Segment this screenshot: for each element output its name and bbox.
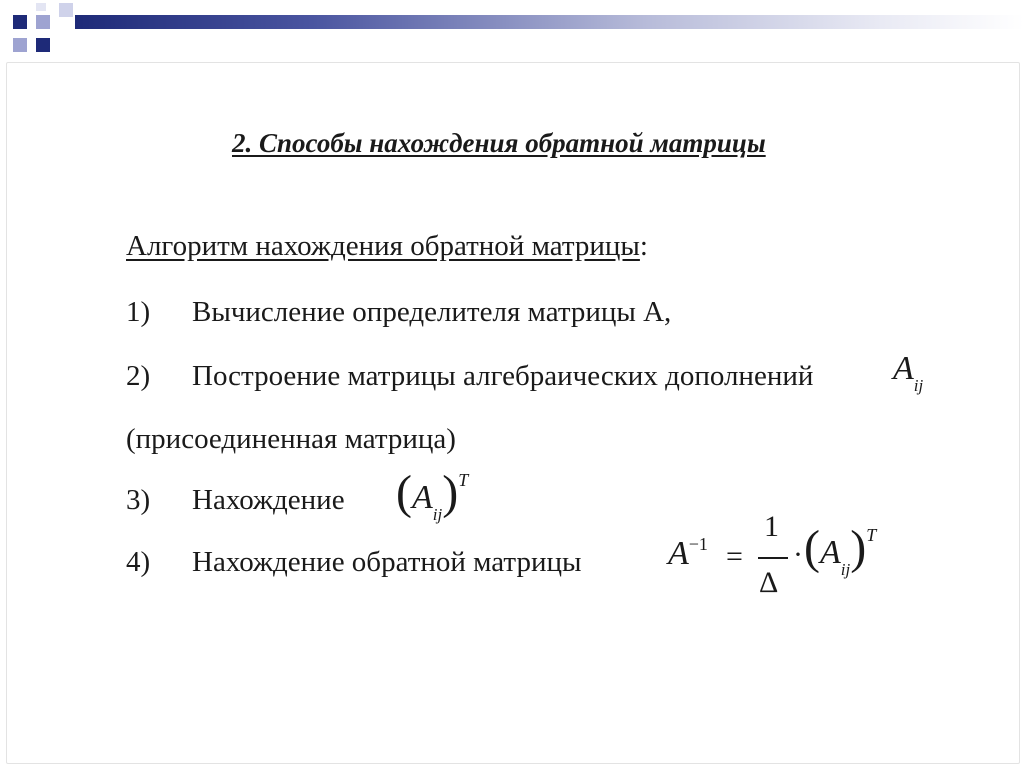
- step-3-formula-Aij-transposed: $(A_{ij})^T$: [396, 466, 469, 524]
- formula-fraction-numerator: 1: [764, 510, 779, 543]
- step-2-text: Построение матрицы алгебраических дополнений: [192, 360, 814, 392]
- intro-colon: :: [639, 230, 648, 262]
- header-square-navy-1: [13, 15, 27, 29]
- formula-A-inverse: $A^{-1}$: [668, 534, 708, 572]
- adjugate-note: (присоединенная матрица): [126, 423, 456, 455]
- header-square-navy-2: [36, 38, 50, 52]
- header-square-pale-1: [59, 3, 73, 17]
- step-3-text: Нахождение: [192, 484, 345, 516]
- step-1-text: Вычисление определителя матрицы А,: [192, 296, 672, 328]
- formula-dot: ·: [793, 538, 803, 571]
- intro-text: Алгоритм нахождения обратной матрицы: [126, 230, 640, 262]
- step-2-formula-Aij: $A_{ij}$: [893, 350, 924, 395]
- step-3-number: 3): [126, 484, 151, 516]
- slide-title: 2. Способы нахождения обратной матрицы: [232, 128, 766, 158]
- formula-fraction-denominator: Δ: [759, 566, 779, 599]
- step-2-number: 2): [126, 360, 151, 392]
- formula-fraction-bar: [758, 557, 788, 559]
- header-square-pale-2: [36, 3, 46, 11]
- step-1-number: 1): [126, 296, 151, 328]
- step-4-text: Нахождение обратной матрицы: [192, 546, 582, 578]
- slide-frame: [6, 62, 1020, 764]
- formula-equals: =: [726, 540, 743, 573]
- header-square-lavender-2: [13, 38, 27, 52]
- formula-Aij-transposed: $(A_{ij})^T$: [804, 521, 877, 579]
- intro-line: [126, 230, 648, 263]
- header-square-lavender-1: [36, 15, 50, 29]
- step-4-number: 4): [126, 546, 151, 578]
- header-gradient-bar: [75, 15, 1024, 29]
